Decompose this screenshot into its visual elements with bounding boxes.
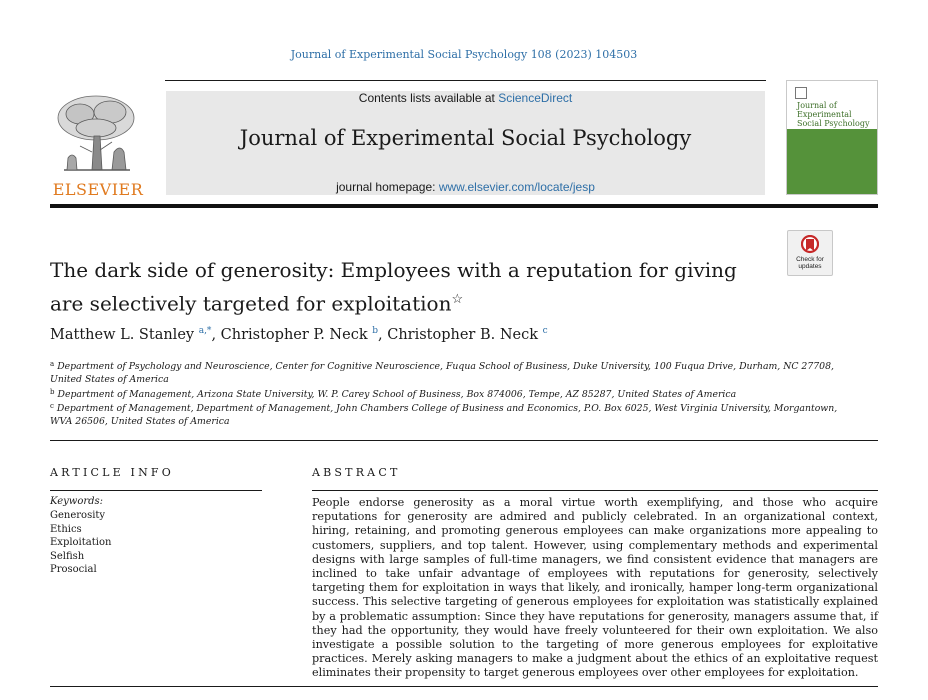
- affiliation-mark: a: [50, 360, 55, 368]
- homepage-prefix: journal homepage:: [336, 180, 439, 194]
- affiliation-mark: b: [50, 388, 55, 396]
- author-list: [50, 326, 810, 343]
- homepage-link[interactable]: www.elsevier.com/locate/jesp: [438, 180, 595, 194]
- cover-logo-icon: [795, 87, 807, 99]
- journal-cover-thumbnail[interactable]: [786, 80, 878, 195]
- author-name[interactable]: Christopher P. Neck: [220, 327, 368, 343]
- affiliation-text: Department of Management, Department of Management, John Chambers College of Business and Economics, P.O. Box 6025, West Virginia University, Morgantown, WVA 26506, United States of America: [50, 403, 838, 428]
- author-separator: ,: [378, 327, 388, 343]
- affiliation-text: Department of Psychology and Neuroscience, Center for Cognitive Neuroscience, Fuqua School of Business, Duke University, 100 Fuqua Drive, Durham, NC 27708, United States of America: [50, 361, 834, 386]
- check-updates-line2: updates: [798, 263, 822, 270]
- author-affiliation-mark[interactable]: a,*: [198, 326, 212, 336]
- abstract-rule: [312, 490, 878, 491]
- elsevier-wordmark: ELSEVIER: [52, 180, 144, 199]
- keywords-list: [50, 509, 111, 577]
- author-affiliation-mark[interactable]: b: [372, 326, 378, 336]
- abstract-bottom-rule: [50, 686, 878, 687]
- affiliation: [50, 358, 840, 387]
- keyword[interactable]: Ethics: [50, 523, 82, 535]
- check-for-updates-badge[interactable]: [787, 230, 833, 276]
- affiliation-mark: c: [50, 402, 54, 410]
- article-info-rule: [50, 490, 262, 491]
- keyword[interactable]: Selfish: [50, 550, 85, 562]
- sciencedirect-link[interactable]: ScienceDirect: [498, 91, 573, 105]
- affiliation-text: Department of Management, Arizona State University, W. P. Carey School of Business, Box 874006, Tempe, AZ 85287, United States of America: [57, 389, 737, 400]
- affiliation: [50, 400, 840, 429]
- header-bottom-rule: [50, 204, 878, 208]
- abstract-heading: ABSTRACT: [312, 466, 401, 479]
- author-name[interactable]: Christopher B. Neck: [387, 327, 539, 343]
- article-title: [50, 256, 770, 319]
- author-name[interactable]: Matthew L. Stanley: [50, 327, 195, 343]
- title-footnote-star[interactable]: ☆: [451, 292, 464, 307]
- check-updates-line1: Check for: [796, 256, 824, 263]
- keywords-label: Keywords:: [50, 496, 104, 507]
- bookmark-ribbon-icon: [801, 235, 819, 255]
- journal-title: Journal of Experimental Social Psychology: [239, 126, 692, 150]
- journal-homepage-line: [166, 180, 765, 194]
- affiliation: [50, 386, 840, 401]
- cover-header-area: [787, 81, 877, 129]
- journal-citation[interactable]: Journal of Experimental Social Psychology 108 (2023) 104503: [290, 48, 638, 61]
- keyword[interactable]: Prosocial: [50, 564, 97, 576]
- article-info-heading: ARTICLE INFO: [50, 466, 174, 479]
- keyword[interactable]: Exploitation: [50, 537, 112, 549]
- author-affiliation-mark[interactable]: c: [542, 326, 548, 336]
- contents-line: [166, 91, 765, 105]
- keyword[interactable]: Generosity: [50, 510, 106, 521]
- article-title-text: The dark side of generosity: Employees with a reputation for giving are selectively targeted for exploitation: [50, 258, 737, 316]
- cover-title: Journal of Experimental Social Psychology: [797, 101, 870, 128]
- section-divider: [50, 440, 878, 441]
- abstract-text: People endorse generosity as a moral virtue worth exemplifying, and those who acquire reputations for generosity are admired and publicly celebrated. In an organizational context, hiring, retaining, and promoting generous employees can make organizations more appealing to customers, suppliers, and top talent. However, using complementary methods and experimental designs with large samples of full-time managers, we find consistent evidence that managers are inclined to take unfair advantage of employees with reputations for generosity, selectively targeting them for exploitation in ways that likely, and ironically, hamper long-term organizational success. This selective targeting of generous employees for exploitation was statistically explained by a problematic assumption: Since they have reputations for generosity, managers assume that, if they had the opportunity, they would have freely volunteered for their own exploitation. We also investigate a possible solution to the targeting of more generous employees for exploitative practices. Merely asking managers to make a judgment about the ethics of an exploitative request eliminates their propensity to target generous employees over other employees for exploitation.: [312, 496, 878, 680]
- author-separator: ,: [211, 327, 221, 343]
- header-top-rule: [165, 80, 766, 81]
- check-for-updates-label: [788, 256, 832, 270]
- contents-prefix: Contents lists available at: [358, 91, 499, 105]
